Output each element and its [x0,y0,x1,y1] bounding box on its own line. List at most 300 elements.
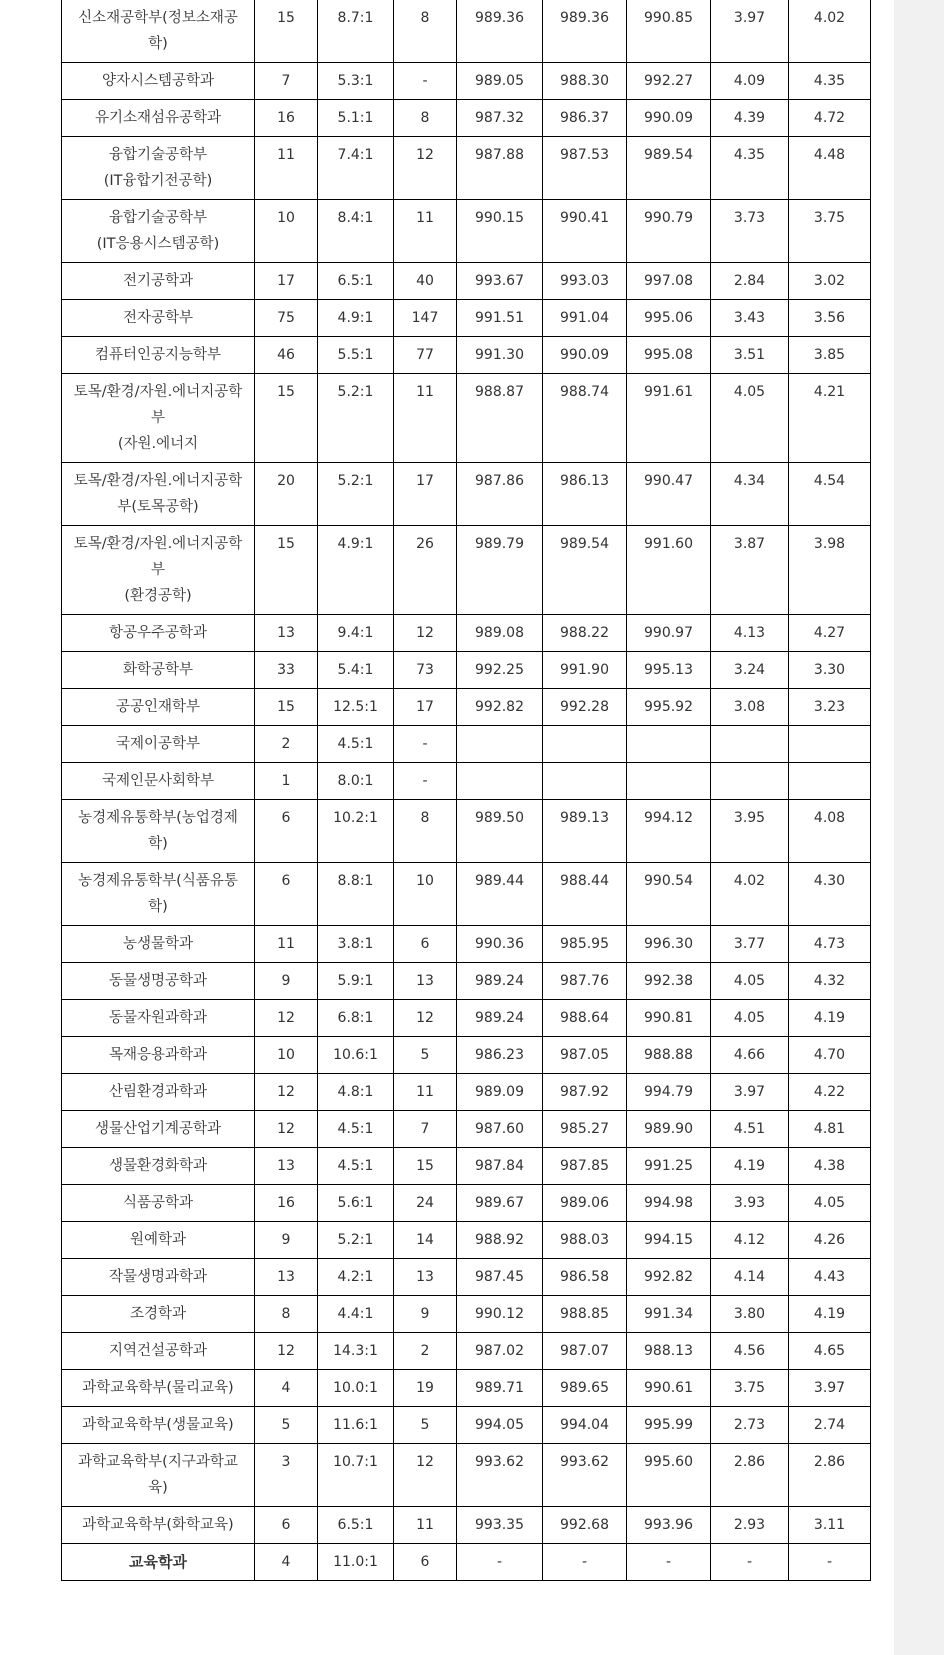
competition-ratio-cell: 5.2:1 [318,463,394,526]
lowest-grade-cell [789,726,871,763]
competition-ratio-cell: 8.4:1 [318,200,394,263]
avg-grade-cell: 4.51 [711,1111,789,1148]
competition-ratio-cell: 9.4:1 [318,615,394,652]
waitlist-cell: 2 [394,1333,457,1370]
department-name-line: 융합기술공학부 [108,147,208,163]
table-row [62,1407,871,1444]
lowest-score-cell: 989.13 [543,800,627,863]
avg-grade-cell [711,763,789,800]
lowest-grade-cell: 4.48 [789,137,871,200]
department-cell [62,374,255,463]
lowest-score-cell: 991.04 [543,300,627,337]
quota-cell: 15 [255,526,318,615]
avg-score-cell: 990.15 [457,200,543,263]
competition-ratio-cell: 11.6:1 [318,1407,394,1444]
table-row [62,63,871,100]
competition-ratio-cell: 5.5:1 [318,337,394,374]
department-cell [62,463,255,526]
avg-score-cell: 992.82 [457,689,543,726]
avg-score-cell: 989.36 [457,0,543,63]
table-row [62,300,871,337]
quota-cell: 3 [255,1444,318,1507]
lowest-score-cell: 988.44 [543,863,627,926]
department-cell [62,615,255,652]
waitlist-cell: 5 [394,1407,457,1444]
avg-grade-cell: 3.43 [711,300,789,337]
department-name-line: 화학공학부 [122,662,194,678]
waitlist-cell: 9 [394,1296,457,1333]
quota-cell: 75 [255,300,318,337]
lowest-score-cell: - [543,1544,627,1581]
lowest-score-cell [543,763,627,800]
table-row [62,1185,871,1222]
waitlist-cell: - [394,726,457,763]
highest-score-cell: 988.88 [627,1037,711,1074]
waitlist-cell: 24 [394,1185,457,1222]
lowest-grade-cell: 3.11 [789,1507,871,1544]
highest-score-cell: 990.54 [627,863,711,926]
quota-cell: 15 [255,374,318,463]
table-row [62,337,871,374]
department-cell [62,1148,255,1185]
lowest-score-cell: 994.04 [543,1407,627,1444]
quota-cell: 17 [255,263,318,300]
department-name-line: 동물자원과학과 [108,1010,208,1026]
lowest-grade-cell: 4.22 [789,1074,871,1111]
quota-cell: 15 [255,689,318,726]
department-cell [62,1507,255,1544]
waitlist-cell: 14 [394,1222,457,1259]
lowest-grade-cell: 4.81 [789,1111,871,1148]
department-name-line: 양자시스템공학과 [101,73,215,89]
avg-score-cell: 989.71 [457,1370,543,1407]
waitlist-cell: 12 [394,1444,457,1507]
department-cell [62,689,255,726]
quota-cell: 6 [255,1507,318,1544]
department-cell [62,1333,255,1370]
highest-score-cell: 990.85 [627,0,711,63]
highest-score-cell [627,726,711,763]
department-cell [62,263,255,300]
department-name-line: 교육학과 [129,1553,187,1571]
avg-grade-cell: 4.05 [711,374,789,463]
highest-score-cell: - [627,1544,711,1581]
department-name-line: 산림환경과학과 [108,1084,208,1100]
quota-cell: 10 [255,1037,318,1074]
table-row [62,1111,871,1148]
lowest-grade-cell: 3.23 [789,689,871,726]
highest-score-cell: 994.98 [627,1185,711,1222]
avg-score-cell: 987.86 [457,463,543,526]
avg-score-cell: 989.05 [457,63,543,100]
department-name-line: 지역건설공학과 [108,1343,208,1359]
table-row [62,652,871,689]
avg-score-cell: 989.44 [457,863,543,926]
lowest-grade-cell: - [789,1544,871,1581]
lowest-score-cell: 991.90 [543,652,627,689]
lowest-grade-cell: 4.08 [789,800,871,863]
avg-grade-cell: 4.39 [711,100,789,137]
lowest-grade-cell: 4.05 [789,1185,871,1222]
department-name-line: 부(토목공학) [117,499,199,515]
avg-grade-cell: 4.09 [711,63,789,100]
highest-score-cell: 993.96 [627,1507,711,1544]
avg-grade-cell: 3.95 [711,800,789,863]
lowest-grade-cell: 4.21 [789,374,871,463]
quota-cell: 13 [255,1259,318,1296]
waitlist-cell: 73 [394,652,457,689]
waitlist-cell: 15 [394,1148,457,1185]
avg-grade-cell: 4.34 [711,463,789,526]
waitlist-cell: 8 [394,0,457,63]
department-name-line: 목재응용과학과 [108,1047,208,1063]
avg-score-cell: 993.62 [457,1444,543,1507]
department-name-line: 원예학과 [129,1232,187,1248]
competition-ratio-cell: 10.7:1 [318,1444,394,1507]
avg-score-cell: 989.79 [457,526,543,615]
highest-score-cell: 992.27 [627,63,711,100]
department-cell [62,337,255,374]
competition-ratio-cell: 10.2:1 [318,800,394,863]
competition-ratio-cell: 3.8:1 [318,926,394,963]
lowest-score-cell: 988.30 [543,63,627,100]
avg-score-cell: 987.45 [457,1259,543,1296]
lowest-grade-cell: 4.35 [789,63,871,100]
lowest-grade-cell: 4.30 [789,863,871,926]
lowest-score-cell: 986.13 [543,463,627,526]
lowest-grade-cell: 4.38 [789,1148,871,1185]
lowest-score-cell: 990.09 [543,337,627,374]
lowest-score-cell: 989.06 [543,1185,627,1222]
quota-cell: 8 [255,1296,318,1333]
highest-score-cell: 991.25 [627,1148,711,1185]
highest-score-cell: 994.15 [627,1222,711,1259]
waitlist-cell: 40 [394,263,457,300]
department-name-line: 신소재공학부(정보소재공 [78,10,238,26]
highest-score-cell: 996.30 [627,926,711,963]
avg-score-cell: 987.88 [457,137,543,200]
table-row [62,374,871,463]
department-name-line: 부 [150,410,165,426]
waitlist-cell: 147 [394,300,457,337]
avg-grade-cell: 3.73 [711,200,789,263]
competition-ratio-cell: 10.0:1 [318,1370,394,1407]
lowest-grade-cell: 4.19 [789,1296,871,1333]
competition-ratio-cell: 11.0:1 [318,1544,394,1581]
table-row [62,137,871,200]
competition-ratio-cell: 8.7:1 [318,0,394,63]
lowest-score-cell: 988.64 [543,1000,627,1037]
department-name-line: 토목/환경/자원.에너지공학 [73,473,243,489]
waitlist-cell: - [394,763,457,800]
competition-ratio-cell: 6.5:1 [318,263,394,300]
department-cell [62,1259,255,1296]
competition-ratio-cell: 4.2:1 [318,1259,394,1296]
avg-score-cell: 989.50 [457,800,543,863]
avg-score-cell: 986.23 [457,1037,543,1074]
avg-grade-cell: 3.51 [711,337,789,374]
highest-score-cell: 990.79 [627,200,711,263]
department-name-line: 부 [150,562,165,578]
avg-grade-cell: 4.56 [711,1333,789,1370]
lowest-grade-cell: 4.02 [789,0,871,63]
department-name-line: 항공우주공학과 [108,625,208,641]
department-cell [62,1370,255,1407]
department-cell [62,1407,255,1444]
department-cell [62,1185,255,1222]
lowest-score-cell: 986.37 [543,100,627,137]
lowest-score-cell: 987.76 [543,963,627,1000]
avg-grade-cell: 3.75 [711,1370,789,1407]
avg-grade-cell: 4.05 [711,963,789,1000]
lowest-score-cell: 987.05 [543,1037,627,1074]
department-cell [62,763,255,800]
department-cell [62,0,255,63]
table-row [62,1296,871,1333]
lowest-grade-cell: 4.54 [789,463,871,526]
avg-score-cell: 989.24 [457,963,543,1000]
avg-grade-cell: 3.24 [711,652,789,689]
highest-score-cell: 990.09 [627,100,711,137]
lowest-score-cell: 988.85 [543,1296,627,1333]
avg-grade-cell: 4.05 [711,1000,789,1037]
avg-score-cell: 994.05 [457,1407,543,1444]
department-name-line: 공공인재학부 [115,699,201,715]
waitlist-cell: 11 [394,374,457,463]
competition-ratio-cell: 10.6:1 [318,1037,394,1074]
lowest-grade-cell: 4.26 [789,1222,871,1259]
quota-cell: 46 [255,337,318,374]
highest-score-cell: 989.90 [627,1111,711,1148]
avg-score-cell: 988.92 [457,1222,543,1259]
competition-ratio-cell: 4.8:1 [318,1074,394,1111]
table-row [62,1148,871,1185]
avg-grade-cell: 2.86 [711,1444,789,1507]
waitlist-cell: 6 [394,926,457,963]
highest-score-cell: 994.79 [627,1074,711,1111]
department-name-line: 육) [148,1480,168,1496]
department-name-line: 학) [148,899,168,915]
avg-grade-cell: 3.77 [711,926,789,963]
waitlist-cell: 13 [394,1259,457,1296]
table-row [62,263,871,300]
department-name-line: 농경제유통학부(농업경제 [78,810,238,826]
lowest-score-cell: 993.03 [543,263,627,300]
department-name-line: 과학교육학부(물리교육) [82,1380,234,1396]
table-row [62,615,871,652]
table-row [62,463,871,526]
lowest-grade-cell: 3.02 [789,263,871,300]
department-name-line: 유기소재섬유공학과 [94,110,222,126]
quota-cell: 33 [255,652,318,689]
quota-cell: 4 [255,1544,318,1581]
department-name-line: 국제이공학부 [115,736,201,752]
quota-cell: 6 [255,863,318,926]
quota-cell: 20 [255,463,318,526]
highest-score-cell: 995.99 [627,1407,711,1444]
department-name-line: 학) [148,836,168,852]
department-cell [62,63,255,100]
highest-score-cell: 995.08 [627,337,711,374]
table-row [62,1370,871,1407]
department-cell [62,1296,255,1333]
lowest-grade-cell: 3.56 [789,300,871,337]
lowest-grade-cell: 4.19 [789,1000,871,1037]
waitlist-cell: 17 [394,689,457,726]
table-row [62,726,871,763]
competition-ratio-cell: 5.6:1 [318,1185,394,1222]
competition-ratio-cell: 5.4:1 [318,652,394,689]
department-name-line: 생물환경화학과 [108,1158,208,1174]
department-cell [62,300,255,337]
lowest-grade-cell: 4.72 [789,100,871,137]
competition-ratio-cell: 4.4:1 [318,1296,394,1333]
waitlist-cell: 11 [394,200,457,263]
waitlist-cell: 12 [394,137,457,200]
quota-cell: 15 [255,0,318,63]
competition-ratio-cell: 5.2:1 [318,1222,394,1259]
table-body [62,0,871,1581]
avg-grade-cell: - [711,1544,789,1581]
highest-score-cell: 997.08 [627,263,711,300]
quota-cell: 12 [255,1111,318,1148]
lowest-grade-cell: 3.85 [789,337,871,374]
avg-score-cell: - [457,1544,543,1581]
department-cell [62,963,255,1000]
department-name-line: (IT응용시스템공학) [96,236,220,252]
highest-score-cell: 988.13 [627,1333,711,1370]
competition-ratio-cell: 12.5:1 [318,689,394,726]
lowest-grade-cell: 4.73 [789,926,871,963]
department-cell [62,1074,255,1111]
table-row [62,800,871,863]
quota-cell: 11 [255,926,318,963]
lowest-grade-cell: 2.86 [789,1444,871,1507]
competition-ratio-cell: 14.3:1 [318,1333,394,1370]
department-cell [62,726,255,763]
avg-grade-cell: 4.35 [711,137,789,200]
lowest-score-cell: 989.36 [543,0,627,63]
lowest-grade-cell: 3.75 [789,200,871,263]
waitlist-cell: - [394,63,457,100]
avg-score-cell: 993.35 [457,1507,543,1544]
lowest-score-cell: 987.92 [543,1074,627,1111]
competition-ratio-cell: 8.8:1 [318,863,394,926]
lowest-grade-cell: 4.43 [789,1259,871,1296]
waitlist-cell: 13 [394,963,457,1000]
waitlist-cell: 11 [394,1074,457,1111]
avg-score-cell: 987.02 [457,1333,543,1370]
department-name-line: 동물생명공학과 [108,973,208,989]
department-name-line: 조경학과 [129,1306,187,1322]
department-name-line: 과학교육학부(지구과학교 [78,1454,238,1470]
avg-score-cell: 989.09 [457,1074,543,1111]
quota-cell: 9 [255,1222,318,1259]
quota-cell: 11 [255,137,318,200]
department-cell [62,526,255,615]
quota-cell: 7 [255,63,318,100]
highest-score-cell: 992.82 [627,1259,711,1296]
competition-ratio-cell: 4.5:1 [318,1111,394,1148]
department-name-line: 전자공학부 [122,310,194,326]
highest-score-cell: 990.81 [627,1000,711,1037]
highest-score-cell: 995.13 [627,652,711,689]
competition-ratio-cell: 4.5:1 [318,1148,394,1185]
lowest-score-cell [543,726,627,763]
avg-grade-cell: 4.14 [711,1259,789,1296]
competition-ratio-cell: 5.9:1 [318,963,394,1000]
department-cell [62,1000,255,1037]
lowest-score-cell: 992.28 [543,689,627,726]
department-name-line: 토목/환경/자원.에너지공학 [73,536,243,552]
table-row [62,1259,871,1296]
department-name-line: 과학교육학부(화학교육) [82,1517,234,1533]
avg-grade-cell: 3.08 [711,689,789,726]
quota-cell: 9 [255,963,318,1000]
avg-grade-cell: 2.93 [711,1507,789,1544]
lowest-score-cell: 989.54 [543,526,627,615]
department-name-line: 식품공학과 [122,1195,194,1211]
highest-score-cell: 989.54 [627,137,711,200]
department-cell [62,863,255,926]
department-name-line: 국제인문사회학부 [101,773,215,789]
lowest-grade-cell: 4.32 [789,963,871,1000]
lowest-grade-cell: 4.27 [789,615,871,652]
highest-score-cell: 991.61 [627,374,711,463]
competition-ratio-cell: 4.5:1 [318,726,394,763]
table-row [62,863,871,926]
lowest-score-cell: 987.07 [543,1333,627,1370]
lowest-score-cell: 990.41 [543,200,627,263]
lowest-grade-cell: 4.70 [789,1037,871,1074]
department-cell [62,200,255,263]
department-name-line: 농경제유통학부(식품유통 [78,873,238,889]
highest-score-cell: 991.34 [627,1296,711,1333]
highest-score-cell: 995.06 [627,300,711,337]
avg-score-cell: 987.60 [457,1111,543,1148]
lowest-score-cell: 992.68 [543,1507,627,1544]
lowest-score-cell: 987.85 [543,1148,627,1185]
department-name-line: 과학교육학부(생물교육) [82,1417,234,1433]
department-cell [62,800,255,863]
table-row [62,963,871,1000]
competition-ratio-cell: 5.2:1 [318,374,394,463]
department-name-line: (IT융합기전공학) [103,173,213,189]
lowest-score-cell: 988.22 [543,615,627,652]
department-name-line: 작물생명과학과 [108,1269,208,1285]
avg-score-cell: 989.67 [457,1185,543,1222]
avg-score-cell: 991.30 [457,337,543,374]
avg-score-cell [457,726,543,763]
table-row [62,1544,871,1581]
avg-grade-cell: 3.97 [711,1074,789,1111]
department-name-line: 전기공학과 [122,273,194,289]
quota-cell: 5 [255,1407,318,1444]
lowest-score-cell: 993.62 [543,1444,627,1507]
highest-score-cell: 990.97 [627,615,711,652]
quota-cell: 2 [255,726,318,763]
department-cell [62,1037,255,1074]
table-row [62,1000,871,1037]
avg-grade-cell [711,726,789,763]
quota-cell: 16 [255,100,318,137]
competition-ratio-cell: 5.1:1 [318,100,394,137]
avg-grade-cell: 2.73 [711,1407,789,1444]
competition-ratio-cell: 4.9:1 [318,526,394,615]
lowest-score-cell: 985.95 [543,926,627,963]
highest-score-cell: 990.47 [627,463,711,526]
avg-grade-cell: 3.80 [711,1296,789,1333]
